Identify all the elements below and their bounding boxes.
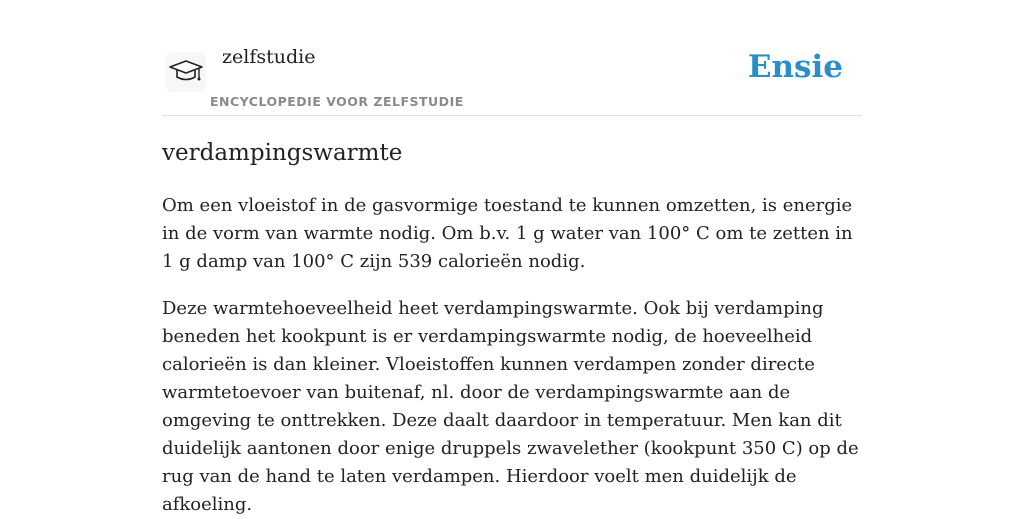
site-name[interactable]: zelfstudie — [222, 46, 316, 68]
graduation-cap-icon[interactable] — [166, 52, 206, 92]
page-title: verdampingswarmte — [162, 140, 403, 166]
article-paragraph: Om een vloeistof in de gasvormige toestand te kunnen omzetten, is energie in de vorm van warmte nodig. Om b.v. 1 g water van 100° C om te zetten in 1 g damp van 100° C zijn 539 calorieën nodig. — [162, 195, 853, 272]
page — [162, 0, 862, 515]
site-tagline: ENCYCLOPEDIE VOOR ZELFSTUDIE — [210, 94, 464, 109]
article-paragraph: Deze warmtehoeveelheid heet verdampingswarmte. Ook bij verdamping beneden het kookpunt is er verdampingswarmte nodig, de hoeveelheid calorieën is dan kleiner. Vloeistoffen kunnen verdampen zonder directe warmtetoevoer van buitenaf, nl. door de verdampingswarmte aan de omgeving te onttrekken. Deze daalt daardoor in temperatuur. Men kan dit duidelijk aantonen door enige druppels zwavelether (kookpunt 350 C) op de rug van de hand te laten verdampen. Hierdoor voelt men duidelijk de afkoeling. — [162, 298, 859, 515]
ensie-brand-link[interactable]: Ensie — [747, 49, 843, 85]
site-header — [162, 0, 862, 116]
